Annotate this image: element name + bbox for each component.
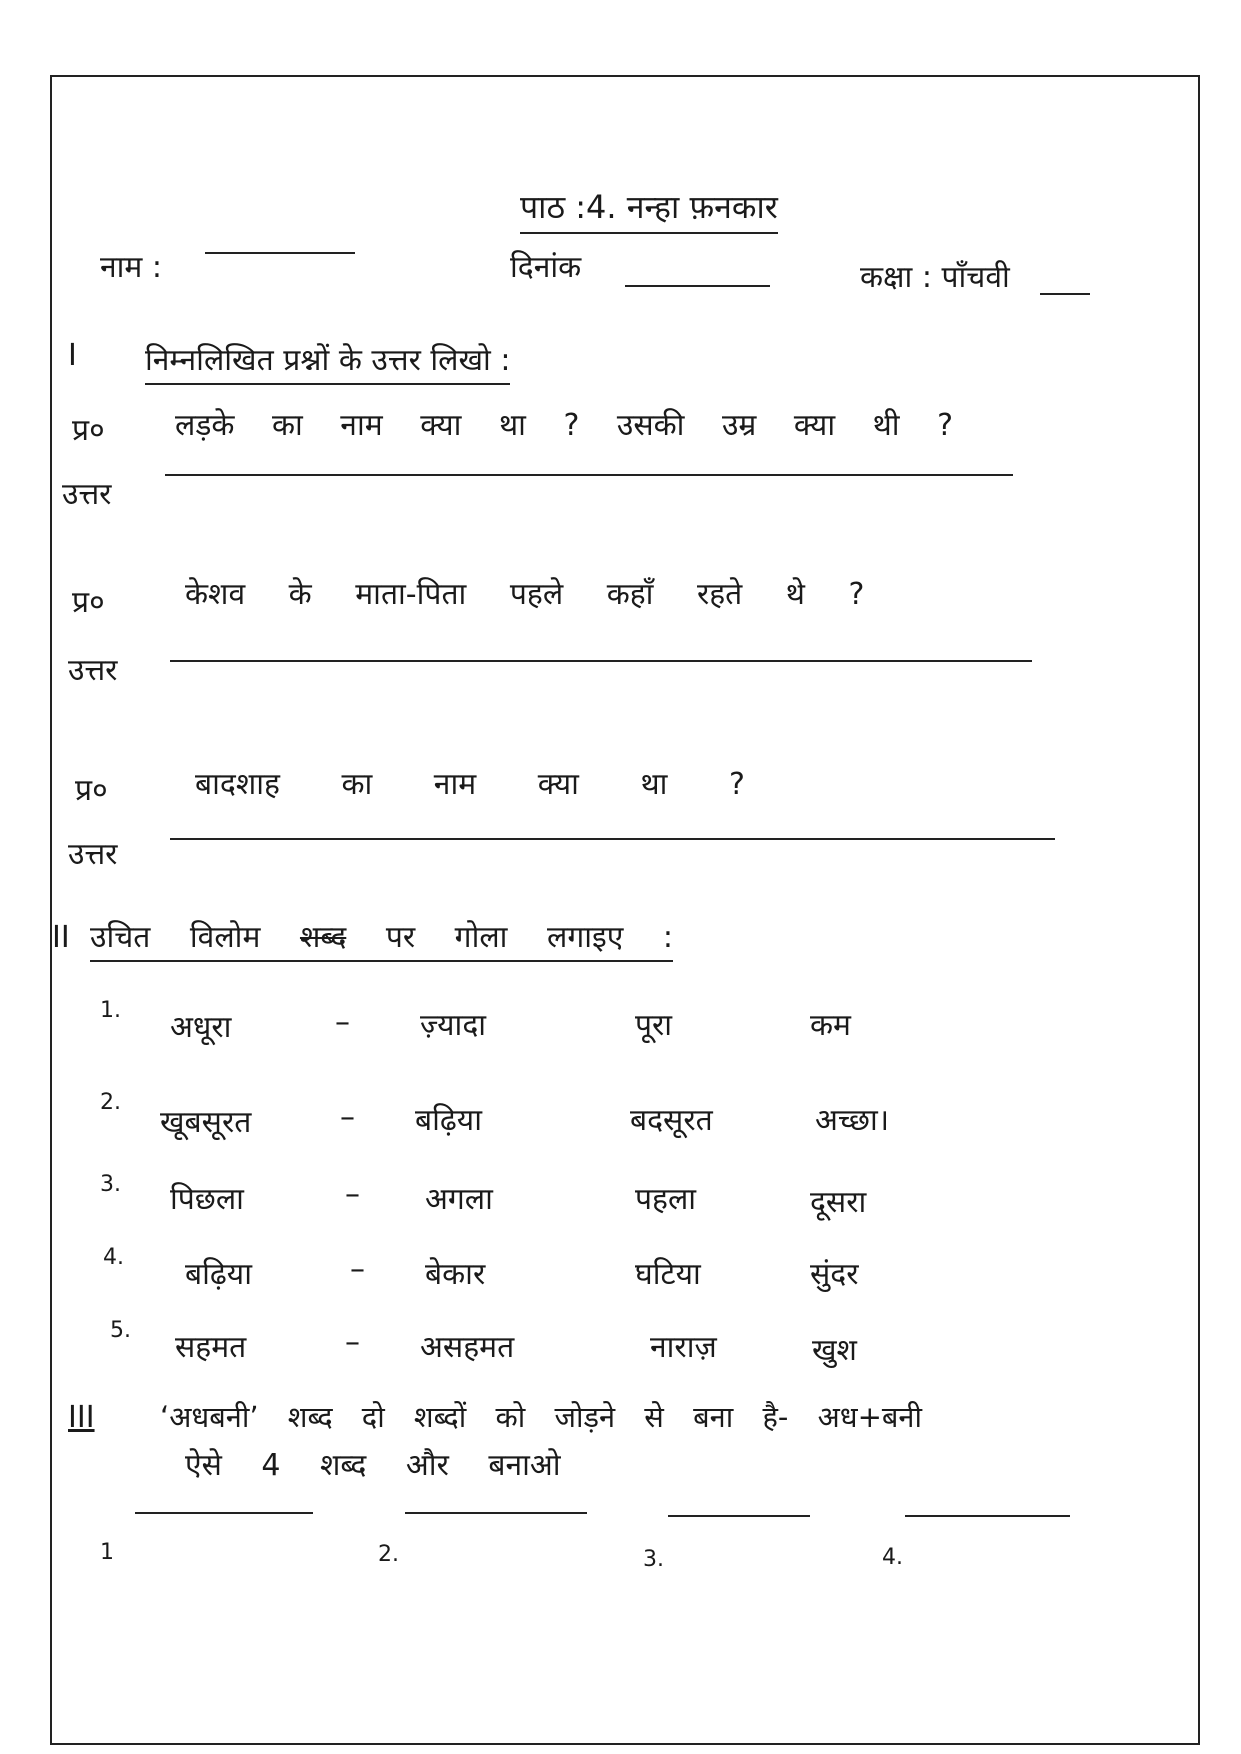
row1-dash: – bbox=[335, 1005, 350, 1040]
section2-heading-post: पर गोला लगाइए : bbox=[385, 920, 673, 955]
section1-number: I bbox=[68, 338, 77, 373]
blank1-line[interactable] bbox=[135, 1512, 313, 1514]
row5-word: सहमत bbox=[175, 1330, 247, 1365]
row4-dash: – bbox=[350, 1252, 365, 1287]
name-label: नाम : bbox=[100, 250, 163, 285]
a2-label: उत्तर bbox=[68, 653, 118, 688]
blank3-line[interactable] bbox=[668, 1515, 810, 1517]
row4-option-3[interactable]: सुंदर bbox=[810, 1257, 859, 1292]
section3-line1: ‘अधबनी’ शब्द दो शब्दों को जोड़ने से बना है- अध+बनी bbox=[160, 1400, 923, 1434]
q1-label: प्र० bbox=[72, 413, 105, 448]
date-label: दिनांक bbox=[510, 250, 582, 285]
row5-num: 5. bbox=[110, 1318, 131, 1343]
section2-heading-struck: शब्द bbox=[299, 920, 347, 955]
row2-num: 2. bbox=[100, 1090, 121, 1115]
row1-word: अधूरा bbox=[170, 1010, 232, 1045]
section1-heading: निम्नलिखित प्रश्नों के उत्तर लिखो : bbox=[145, 338, 510, 385]
a1-blank[interactable] bbox=[165, 474, 1013, 476]
blank2-line[interactable] bbox=[405, 1512, 587, 1514]
blank4-num: 4. bbox=[882, 1545, 903, 1570]
row1-option-3[interactable]: कम bbox=[810, 1008, 851, 1043]
row4-option-1[interactable]: बेकार bbox=[425, 1257, 486, 1292]
row3-option-3[interactable]: दूसरा bbox=[810, 1185, 867, 1220]
blank3-num: 3. bbox=[643, 1547, 664, 1572]
q2-text: केशव के माता-पिता पहले कहाँ रहते थे ? bbox=[185, 577, 865, 612]
section2-heading-pre: उचित विलोम bbox=[90, 920, 261, 955]
row1-option-1[interactable]: ज़्यादा bbox=[420, 1008, 487, 1043]
class-label: कक्षा : पाँचवी bbox=[860, 260, 1010, 295]
q1-text: लड़के का नाम क्या था ? उसकी उम्र क्या थी ? bbox=[175, 408, 954, 443]
q2-label: प्र० bbox=[72, 585, 105, 620]
row2-option-2[interactable]: बदसूरत bbox=[630, 1103, 713, 1138]
row2-option-3[interactable]: अच्छा। bbox=[815, 1103, 890, 1138]
row4-num: 4. bbox=[103, 1245, 124, 1270]
row5-option-2[interactable]: नाराज़ bbox=[650, 1330, 717, 1365]
blank2-num: 2. bbox=[378, 1542, 399, 1567]
date-blank[interactable] bbox=[625, 285, 770, 287]
row4-word: बढ़िया bbox=[185, 1257, 252, 1292]
a1-label: उत्तर bbox=[62, 477, 112, 512]
row5-dash: – bbox=[345, 1325, 360, 1360]
section2-number: II bbox=[52, 920, 70, 955]
row1-option-2[interactable]: पूरा bbox=[635, 1008, 673, 1043]
a3-label: उत्तर bbox=[68, 837, 118, 872]
section3-number: III bbox=[68, 1400, 95, 1435]
lesson-title: पाठ :4. नन्हा फ़नकार bbox=[520, 185, 778, 234]
blank4-line[interactable] bbox=[905, 1515, 1070, 1517]
section2-heading bbox=[90, 915, 673, 962]
row3-num: 3. bbox=[100, 1172, 121, 1197]
q3-label: प्र० bbox=[75, 773, 108, 808]
q3-text: बादशाह का नाम क्या था ? bbox=[195, 767, 745, 802]
class-rule bbox=[1040, 293, 1090, 295]
row2-dash: – bbox=[340, 1100, 355, 1135]
name-blank[interactable] bbox=[205, 252, 355, 254]
row5-option-1[interactable]: असहमत bbox=[420, 1330, 515, 1365]
row4-option-2[interactable]: घटिया bbox=[635, 1257, 701, 1292]
section3-line2: ऐसे 4 शब्द और बनाओ bbox=[185, 1448, 561, 1483]
row3-option-1[interactable]: अगला bbox=[425, 1182, 493, 1217]
row2-option-1[interactable]: बढ़िया bbox=[415, 1103, 482, 1138]
a2-blank[interactable] bbox=[170, 660, 1032, 662]
row3-word: पिछला bbox=[170, 1182, 244, 1217]
row1-num: 1. bbox=[100, 998, 121, 1023]
row3-dash: – bbox=[345, 1177, 360, 1212]
row2-word: खूबसूरत bbox=[160, 1105, 252, 1140]
row3-option-2[interactable]: पहला bbox=[635, 1182, 697, 1217]
row5-option-3[interactable]: खुश bbox=[812, 1333, 857, 1368]
worksheet-border bbox=[50, 75, 1200, 1745]
a3-blank[interactable] bbox=[170, 838, 1055, 840]
blank1-num: 1 bbox=[100, 1540, 114, 1565]
